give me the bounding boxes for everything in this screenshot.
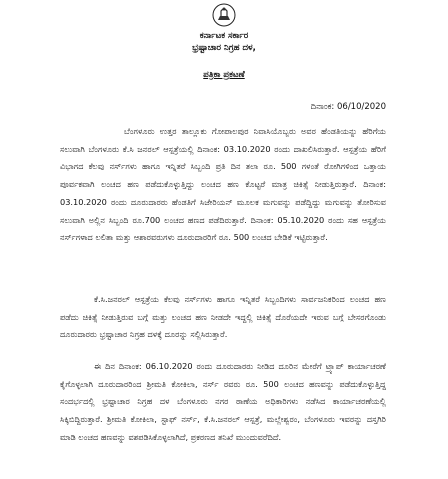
department-heading: ಭ್ರಷ್ಟಾಚಾರ ನಿಗ್ರಹ ದಳ,	[192, 43, 256, 53]
press-release-heading: ಪತ್ರಿಕಾ ಪ್ರಕಟಣೆ	[203, 70, 245, 80]
paragraph-complaint: ಬೆಂಗಳೂರು ಉತ್ತರ ತಾಲ್ಲೂಕು ಗೋಪಾಲಪುರ ನಿವಾಸಿಯೊಬ್ಬರು ಅವರ ಹೆಂಡತಿಯನ್ನು ಹೆರಿಗೆಯ ಸಲುವಾಗಿ ಬೆಂಗಳೂರು ಕೆ.ಸಿ ಜನರಲ್ ಆಸ್ಪತ್ರೆಯಲ್ಲಿ ದಿನಾಂಕ: 03.10.2020 ರಂದು ದಾಖಲಿಸಿರುತ್ತಾರೆ. ಆಸ್ಪತ್ರೆಯ ಹೆರಿಗೆ ವಿಭಾಗದ ಕೆಲವು ನರ್ಸ್‌ಗಳು ಹಾಗೂ ಇನ್ನಿತರೆ ಸಿಬ್ಬಂದಿ ಪ್ರತಿ ದಿನ ತಲಾ ರೂ. 500 ಗಳಂತೆ ರೋಗಿಗಳಿಂದ ಒತ್ತಾಯ ಪೂರ್ವಕವಾಗಿ ಲಂಚದ ಹಣ ಪಡೆದುಕೊಳ್ಳುತ್ತಿದ್ದು ಲಂಚದ ಹಣ ಕೊಟ್ಟರೆ ಮಾತ್ರ ಚಿಕಿತ್ಸೆ ನೀಡುತ್ತಿರುತ್ತಾರೆ. ದಿನಾಂಕ: 03.10.2020 ರಂದು ದೂರುದಾರರು ಹೆಂಡತಿಗೆ ಸಿಜೇರಿಯನ್ ಮೂಲಕ ಮಗುವನ್ನು ಪಡೆದ್ದಿದ್ದು ಮಗುವನ್ನು ತೋರಿಸುವ ಸಲುವಾಗಿ ಅಲ್ಲಿನ ಸಿಬ್ಬಂದಿ ರೂ.700 ಲಂಚದ ಹಣದ ಪಡೆದಿರುತ್ತಾರೆ. ದಿನಾಂಕ: 05.10.2020 ರಂದು ಸಹ ಆಸ್ಪತ್ರೆಯ ನರ್ಸ್‌ಗಳಾದ ಲಲಿತಾ ಮತ್ತು ಆಶಾರವರುಗಳು ದೂರುದಾರರಿಗೆ ರೂ. 500 ಲಂಚದ ಬೇಡಿಕೆ ಇಟ್ಟಿರುತ್ತಾರೆ.	[60, 126, 386, 243]
paragraph-grievance: ಕೆ.ಸಿ.ಜನರಲ್ ಆಸ್ಪತ್ರೆಯ ಕೆಲವು ನರ್ಸ್‌ಗಳು ಹಾಗೂ ಇನ್ನಿತರೆ ಸಿಬ್ಬಂದಿಗಳು ಸಾರ್ವಜನಿಕರಿಂದ ಲಂಚದ ಹಣ ಪಡೆದು ಚಿಕಿತ್ಸೆ ನೀಡುತ್ತಿರುವ ಬಗ್ಗೆ ಮತ್ತು ಲಂಚದ ಹಣ ನೀಡದೇ ಇದ್ದಲ್ಲಿ ಚಿಕಿತ್ಸೆ ದೊರೆಯದೇ ಇರುವ ಬಗ್ಗೆ ಬೇಸರಗೊಂಡು ದೂರುದಾರರು ಭ್ರಷ್ಟಾಚಾರ ನಿಗ್ರಹ ದಳಕ್ಕೆ ದೂರನ್ನು ಸಲ್ಲಿಸಿರುತ್ತಾರೆ.	[60, 294, 386, 340]
government-heading: ಕರ್ನಾಟಕ ಸರ್ಕಾರ	[199, 31, 249, 41]
release-date: ದಿನಾಂಕ: 06/10/2020	[310, 102, 386, 112]
government-emblem-icon	[212, 3, 236, 27]
paragraph-trap-operation: ಈ ದಿನ ದಿನಾಂಕ: 06.10.2020 ರಂದು ದೂರುದಾರರು ನೀಡಿದ ದೂರಿನ ಮೇರೆಗೆ ಟ್ರ್ಯಾಪ್ ಕಾರ್ಯಾಚರಣೆ ಕೈಗೊಳ್ಳಲಾಗಿ ದೂರುದಾರರಿಂದ ಶ್ರೀಮತಿ ಕೋಕಿಲಾ, ನರ್ಸ್ ರವರು ರೂ. 500 ಲಂಚದ ಹಣವನ್ನು ಪಡೆದುಕೊಳ್ಳುತ್ತಿದ್ದ ಸಂದರ್ಭದಲ್ಲಿ ಭ್ರಷ್ಟಾಚಾರ ನಿಗ್ರಹ ದಳ ಬೆಂಗಳೂರು ನಗರ ಠಾಣೆಯ ಅಧಿಕಾರಿಗಳು ನಡೆಸಿದ ಕಾರ್ಯಾಚರಣೆಯಲ್ಲಿ ಸಿಕ್ಕಿಬಿದ್ದಿರುತ್ತಾರೆ. ಶ್ರೀಮತಿ ಕೋಕಿಲಾ, ಸ್ಟಾಫ್ ನರ್ಸ್, ಕೆ.ಸಿ.ಜನರಲ್ ಆಸ್ಪತ್ರೆ, ಮಲ್ಲೇಶ್ವರಂ, ಬೆಂಗಳೂರು ಇವರನ್ನು ದಸ್ತಗಿರಿ ಮಾಡಿ ಲಂಚದ ಹಣವನ್ನು ವಶಪಡಿಸಿಕೊಳ್ಳಲಾಗಿದೆ, ಪ್ರಕರಣದ ತನಿಖೆ ಮುಂದುವರೆದಿದೆ.	[60, 361, 386, 442]
